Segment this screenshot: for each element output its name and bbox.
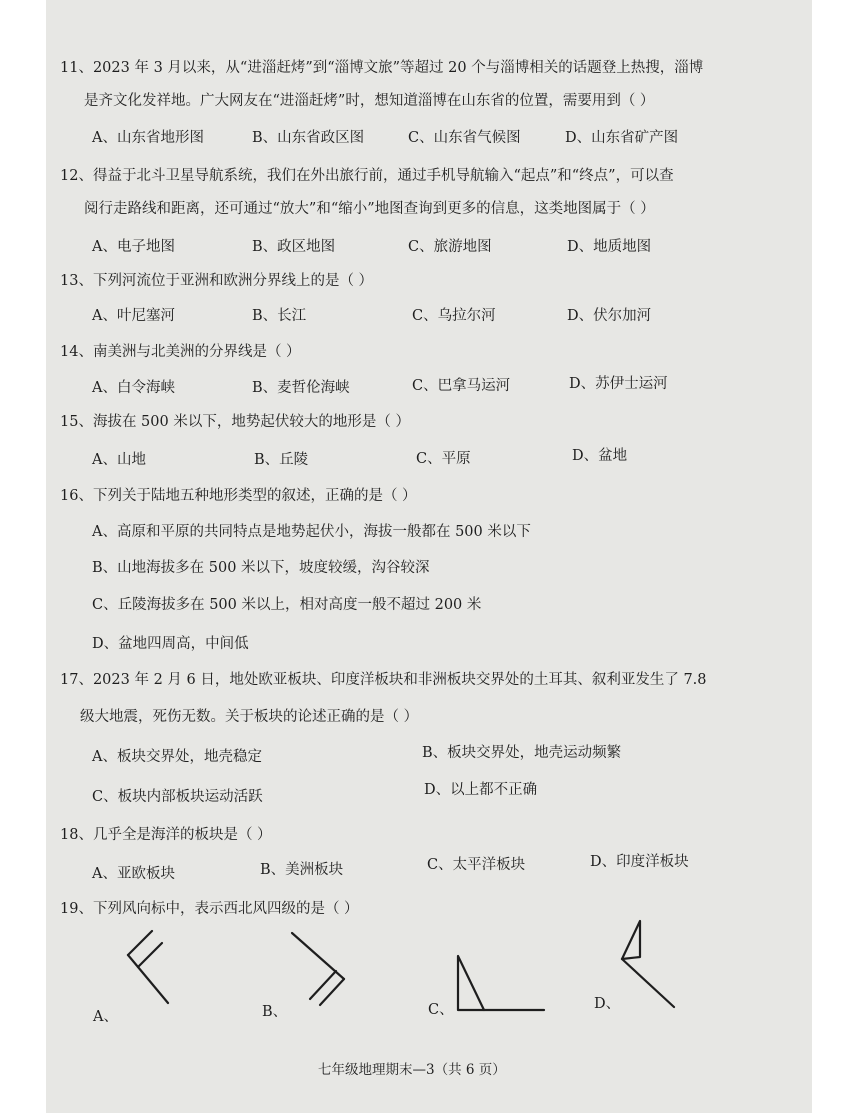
q15-option-a: A、山地	[92, 452, 146, 468]
wind-vane-d-icon	[612, 915, 712, 1015]
q15-option-b: B、丘陵	[254, 452, 309, 468]
q12-line-2: 阅行走路线和距离，还可通过“放大”和“缩小”地图查询到更多的信息，这类地图属于（ ）	[84, 201, 655, 217]
q14-option-a: A、白令海峡	[92, 380, 175, 396]
q11-line-1: 11、2023 年 3 月以来，从“进淄赶烤”到“淄博文旅”等超过 20 个与淄博相关的话题登上热搜，淄博	[60, 60, 704, 76]
q12-option-c: C、旅游地图	[408, 239, 492, 255]
q17-line-2: 级大地震，死伤无数。关于板块的论述正确的是（ ）	[80, 709, 419, 725]
q17-option-a: A、板块交界处，地壳稳定	[92, 749, 262, 765]
q14-option-d: D、苏伊士运河	[569, 376, 668, 392]
q16-stem: 16、下列关于陆地五种地形类型的叙述，正确的是（ ）	[60, 488, 417, 504]
q18-stem: 18、几乎全是海洋的板块是（ ）	[60, 827, 272, 843]
q17-option-d: D、以上都不正确	[424, 782, 538, 798]
q19-label-c: C、	[428, 1002, 454, 1018]
q13-stem: 13、下列河流位于亚洲和欧洲分界线上的是（ ）	[60, 273, 374, 289]
q11-option-d: D、山东省矿产图	[565, 130, 679, 146]
q18-option-d: D、印度洋板块	[590, 854, 689, 870]
q19-label-d: D、	[594, 996, 621, 1012]
q13-option-d: D、伏尔加河	[567, 308, 652, 324]
q19-label-a: A、	[93, 1009, 118, 1025]
q11-option-c: C、山东省气候图	[408, 130, 521, 146]
q12-option-a: A、电子地图	[92, 239, 175, 255]
q18-option-b: B、美洲板块	[260, 862, 344, 878]
wind-vane-c-icon	[448, 950, 558, 1020]
q11-option-b: B、山东省政区图	[252, 130, 365, 146]
wind-vane-a-icon	[110, 925, 210, 1025]
q15-option-c: C、平原	[416, 451, 471, 467]
q15-stem: 15、海拔在 500 米以下，地势起伏较大的地形是（ ）	[60, 414, 410, 430]
q15-option-d: D、盆地	[572, 448, 628, 464]
q16-option-b: B、山地海拔多在 500 米以下，坡度较缓，沟谷较深	[92, 560, 430, 576]
q18-option-c: C、太平洋板块	[427, 857, 526, 873]
q18-option-a: A、亚欧板块	[92, 866, 175, 882]
q17-line-1: 17、2023 年 2 月 6 日，地处欧亚板块、印度洋板块和非洲板块交界处的土耳其、叙利亚发生了 7.8	[60, 672, 707, 688]
q16-option-c: C、丘陵海拔多在 500 米以上，相对高度一般不超过 200 米	[92, 597, 482, 613]
q12-line-1: 12、得益于北斗卫星导航系统，我们在外出旅行前，通过手机导航输入“起点”和“终点”，可以查	[60, 168, 674, 184]
q17-option-c: C、板块内部板块运动活跃	[92, 789, 263, 805]
wind-vane-b-icon	[280, 925, 380, 1025]
q16-option-a: A、高原和平原的共同特点是地势起伏小，海拔一般都在 500 米以下	[92, 524, 531, 540]
q12-option-d: D、地质地图	[567, 239, 652, 255]
q14-option-c: C、巴拿马运河	[412, 378, 511, 394]
q13-option-a: A、叶尼塞河	[92, 308, 175, 324]
q16-option-d: D、盆地四周高，中间低	[92, 636, 249, 652]
q13-option-c: C、乌拉尔河	[412, 308, 496, 324]
q17-option-b: B、板块交界处，地壳运动频繁	[422, 745, 622, 761]
q11-option-a: A、山东省地形图	[92, 130, 204, 146]
q12-option-b: B、政区地图	[252, 239, 336, 255]
q11-line-2: 是齐文化发祥地。广大网友在“进淄赶烤”时，想知道淄博在山东省的位置，需要用到（ ）	[84, 93, 655, 109]
q13-option-b: B、长江	[252, 308, 307, 324]
q19-label-b: B、	[262, 1004, 288, 1020]
page-footer: 七年级地理期末—3（共 6 页）	[318, 1062, 506, 1078]
q14-option-b: B、麦哲伦海峡	[252, 380, 350, 396]
q19-stem: 19、下列风向标中，表示西北风四级的是（ ）	[60, 901, 359, 917]
q14-stem: 14、南美洲与北美洲的分界线是（ ）	[60, 344, 301, 360]
